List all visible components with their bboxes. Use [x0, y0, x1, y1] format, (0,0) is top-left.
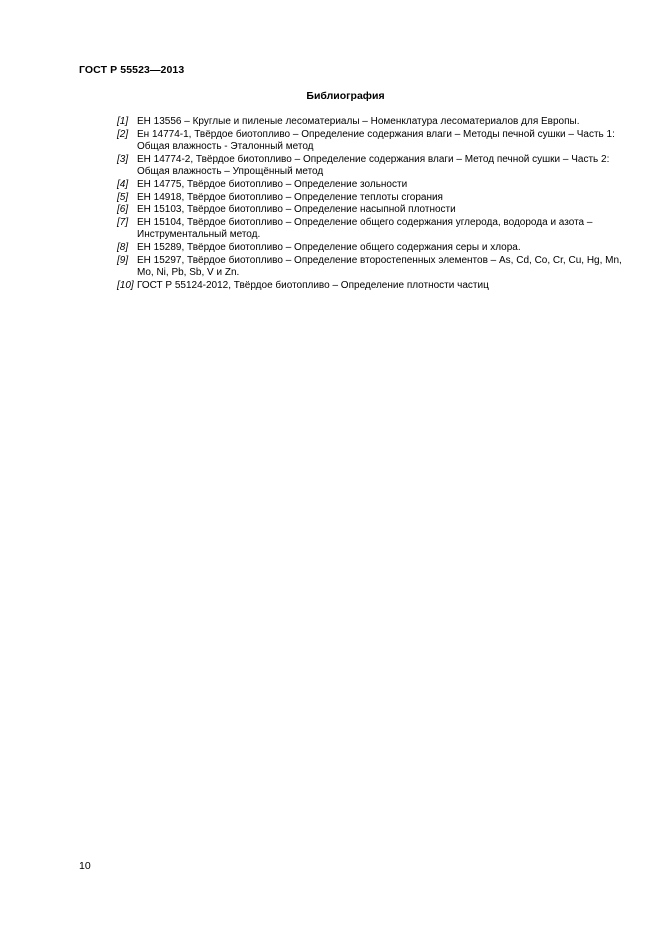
entry-number: [5] — [117, 191, 129, 203]
entry-number: [1] — [117, 116, 129, 127]
bibliography-entry — [117, 242, 622, 255]
entry-text: ЕН 15289, Твёрдое биотопливо – Определение общего содержания серы и хлора. — [137, 241, 521, 253]
bibliography-entry — [117, 217, 622, 242]
entry-number: [10] — [117, 279, 134, 291]
entry-number: [3] — [117, 153, 129, 165]
entry-number: [2] — [117, 128, 129, 140]
entry-number: [4] — [117, 178, 129, 190]
page-number: 10 — [79, 860, 91, 872]
bibliography-list — [117, 116, 622, 292]
entry-number: [8] — [117, 241, 129, 253]
entry-number: [9] — [117, 254, 129, 266]
bibliography-entry — [117, 129, 622, 154]
entry-text: ЕН 15297, Твёрдое биотопливо – Определение второстепенных элементов – As, Cd, Co, Cr, Cu, Hg, Mn, Mo, Ni, Pb, Sb, V и Zn. — [137, 254, 622, 279]
bibliography-entry — [117, 179, 622, 192]
bibliography-entry — [117, 116, 622, 129]
entry-text: ЕН 13556 – Круглые и пиленые лесоматериалы – Номенклатура лесоматериалов для Европы. — [137, 116, 580, 127]
entry-text: ГОСТ Р 55124-2012, Твёрдое биотопливо – Определение плотности частиц — [137, 279, 489, 291]
entry-text: ЕН 14775, Твёрдое биотопливо – Определение зольности — [137, 178, 408, 190]
bibliography-entry — [117, 154, 622, 179]
bibliography-entry — [117, 255, 622, 280]
bibliography-title: Библиография — [306, 90, 385, 102]
bibliography-entry — [117, 192, 622, 205]
entry-text: ЕН 15103, Твёрдое биотопливо – Определение насыпной плотности — [137, 204, 456, 216]
entry-text: ЕН 14918, Твёрдое биотопливо – Определение теплоты сгорания — [137, 191, 443, 203]
bibliography-entry — [117, 280, 622, 293]
entry-text: Ен 14774-1, Твёрдое биотопливо – Определение содержания влаги – Методы печной сушки – Часть 1: Общая влажность - Эталонный метод — [137, 128, 615, 153]
document-standard-header: ГОСТ Р 55523—2013 — [79, 64, 185, 76]
entry-number: [6] — [117, 204, 129, 216]
entry-text: ЕН 14774-2, Твёрдое биотопливо – Определение содержания влаги – Метод печной сушки – Часть 2: Общая влажность – Упрощённый метод — [137, 153, 610, 178]
entry-number: [7] — [117, 216, 129, 228]
entry-text: ЕН 15104, Твёрдое биотопливо – Определение общего содержания углерода, водорода и азота – Инструментальный метод. — [137, 216, 593, 241]
bibliography-entry — [117, 204, 622, 217]
